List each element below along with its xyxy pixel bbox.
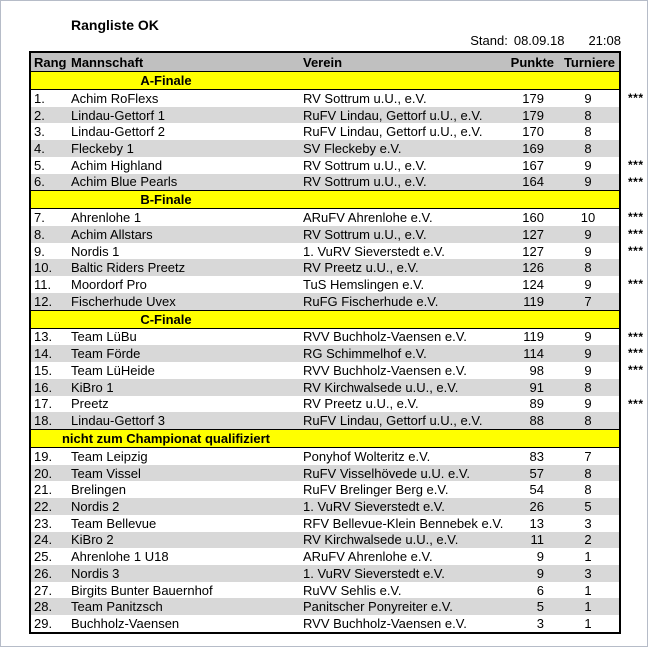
mannschaft-cell: Buchholz-Vaensen: [71, 615, 180, 631]
rang-cell: 13.: [34, 329, 53, 345]
rang-cell: 14.: [34, 346, 53, 362]
mannschaft-cell: Birgits Bunter Bauernhof: [71, 582, 213, 598]
rang-cell: 3.: [34, 124, 45, 140]
punkte-cell: 54: [529, 482, 544, 498]
verein-cell: RV Sottrum u.U., e.V.: [303, 157, 427, 173]
column-header-rang: Rang: [34, 54, 67, 70]
mannschaft-cell: Nordis 2: [71, 498, 120, 514]
mannschaft-cell: Lindau-Gettorf 2: [71, 124, 165, 140]
qualified-star-marker: ***: [628, 227, 644, 242]
page-title: Rangliste OK: [71, 17, 159, 33]
table-row: [31, 140, 619, 157]
mannschaft-cell: KiBro 2: [71, 532, 114, 548]
mannschaft-cell: Lindau-Gettorf 3: [71, 413, 165, 429]
table-row: [31, 582, 619, 599]
stand-label: Stand:: [470, 33, 508, 48]
rang-cell: 19.: [34, 448, 53, 464]
punkte-cell: 88: [529, 413, 544, 429]
verein-cell: RV Preetz u.U., e.V.: [303, 396, 419, 412]
turniere-cell: 9: [584, 90, 592, 106]
rang-cell: 12.: [34, 293, 53, 309]
table-header-row: [31, 53, 619, 72]
qualified-star-marker: ***: [628, 277, 644, 292]
verein-cell: RV Kirchwalsede u.U., e.V.: [303, 379, 459, 395]
table-row: [31, 226, 644, 243]
qualified-star-marker: ***: [628, 363, 644, 378]
verein-cell: RV Sottrum u.U., e.V.: [303, 174, 427, 190]
mannschaft-cell: Achim Allstars: [71, 226, 153, 242]
column-header-mannschaft: Mannschaft: [71, 54, 144, 70]
column-header-verein: Verein: [303, 54, 343, 70]
mannschaft-cell: Moordorf Pro: [71, 277, 147, 293]
verein-cell: RVV Buchholz-Vaensen e.V.: [303, 362, 467, 378]
turniere-cell: 9: [584, 396, 592, 412]
mannschaft-cell: Baltic Riders Preetz: [71, 260, 186, 276]
table-row: [31, 498, 619, 515]
punkte-cell: 170: [522, 124, 544, 140]
punkte-cell: 26: [529, 498, 544, 514]
turniere-cell: 9: [584, 226, 592, 242]
turniere-cell: 8: [584, 413, 592, 429]
turniere-cell: 1: [584, 549, 592, 565]
turniere-cell: 9: [584, 243, 592, 259]
verein-cell: RV Sottrum u.U., e.V.: [303, 90, 427, 106]
verein-cell: 1. VuRV Sieverstedt e.V.: [303, 565, 445, 581]
verein-cell: RV Sottrum u.U., e.V.: [303, 226, 427, 242]
punkte-cell: 6: [536, 582, 544, 598]
table-row: [31, 515, 619, 532]
table-row: [31, 276, 644, 293]
qualified-star-marker: ***: [628, 346, 644, 361]
turniere-cell: 1: [584, 615, 592, 631]
table-row: [31, 243, 644, 260]
punkte-cell: 169: [522, 141, 544, 157]
punkte-cell: 127: [522, 243, 544, 259]
mannschaft-cell: Ahrenlohe 1 U18: [71, 549, 169, 565]
mannschaft-cell: Team LüHeide: [71, 362, 155, 378]
turniere-cell: 5: [584, 498, 592, 514]
rang-cell: 23.: [34, 515, 53, 531]
rang-cell: 8.: [34, 226, 45, 242]
column-header-punkte: Punkte: [510, 54, 554, 70]
turniere-cell: 8: [584, 465, 592, 481]
rang-cell: 27.: [34, 582, 53, 598]
verein-cell: ARuFV Ahrenlohe e.V.: [303, 210, 433, 226]
punkte-cell: 114: [523, 346, 544, 362]
punkte-cell: 179: [522, 107, 544, 123]
table-row: [31, 598, 619, 615]
qualified-star-marker: ***: [628, 210, 644, 225]
qualified-star-marker: ***: [628, 329, 644, 344]
punkte-cell: 98: [529, 362, 544, 378]
table-row: [31, 448, 619, 465]
turniere-cell: 8: [584, 124, 592, 140]
verein-cell: RuFV Lindau, Gettorf u.U., e.V.: [303, 413, 483, 429]
mannschaft-cell: Team LüBu: [71, 329, 137, 345]
rang-cell: 2.: [34, 107, 45, 123]
turniere-cell: 3: [584, 565, 592, 581]
rang-cell: 16.: [34, 379, 53, 395]
mannschaft-cell: Team Leipzig: [71, 448, 148, 464]
turniere-cell: 7: [584, 293, 592, 309]
verein-cell: TuS Hemslingen e.V.: [303, 277, 425, 293]
turniere-cell: 9: [584, 329, 592, 345]
punkte-cell: 9: [536, 565, 544, 581]
mannschaft-cell: Achim Highland: [71, 157, 163, 173]
mannschaft-cell: Team Bellevue: [71, 515, 157, 531]
verein-cell: RG Schimmelhof e.V.: [303, 346, 427, 362]
verein-cell: ARuFV Ahrenlohe e.V.: [303, 549, 433, 565]
verein-cell: RuFV Lindau, Gettorf u.U., e.V.: [303, 107, 483, 123]
stand-time: 21:08: [588, 33, 621, 48]
punkte-cell: 11: [530, 532, 544, 548]
turniere-cell: 9: [584, 362, 592, 378]
section-label: B-Finale: [140, 192, 192, 208]
turniere-cell: 1: [584, 599, 592, 615]
table-row: [31, 615, 619, 632]
table-row: [31, 329, 644, 346]
verein-cell: Ponyhof Wolteritz e.V.: [303, 448, 431, 464]
rang-cell: 24.: [34, 532, 53, 548]
section-header-row: [31, 310, 619, 329]
rang-cell: 21.: [34, 482, 53, 498]
turniere-cell: 9: [584, 174, 592, 190]
table-row: [31, 209, 644, 226]
table-row: [31, 548, 619, 565]
verein-cell: SV Fleckeby e.V.: [303, 141, 402, 157]
qualified-star-marker: ***: [628, 157, 644, 172]
section-label: nicht zum Championat qualifiziert: [61, 430, 270, 446]
punkte-cell: 126: [522, 260, 544, 276]
mannschaft-cell: Fischerhude Uvex: [71, 293, 176, 309]
qualified-star-marker: ***: [628, 91, 644, 105]
rang-cell: 20.: [34, 465, 53, 481]
mannschaft-cell: Fleckeby 1: [71, 141, 134, 157]
turniere-cell: 10: [580, 210, 596, 226]
turniere-cell: 8: [584, 482, 592, 498]
table-row: [31, 465, 619, 482]
mannschaft-cell: Preetz: [71, 396, 109, 412]
mannschaft-cell: Nordis 1: [71, 243, 120, 259]
table-row: [31, 259, 619, 276]
mannschaft-cell: Team Panitzsch: [71, 599, 163, 615]
rang-cell: 18.: [34, 413, 53, 429]
verein-cell: RV Preetz u.U., e.V.: [303, 260, 419, 276]
rang-cell: 11.: [34, 277, 52, 293]
table-row: [31, 107, 619, 124]
table-row: [31, 345, 644, 362]
rang-cell: 9.: [34, 243, 45, 259]
verein-cell: RuFV Lindau, Gettorf u.U., e.V.: [303, 124, 483, 140]
rang-cell: 1.: [34, 90, 45, 106]
table-row: [31, 90, 644, 107]
rang-cell: 5.: [34, 157, 45, 173]
mannschaft-cell: Brelingen: [71, 482, 126, 498]
section-header-row: [31, 190, 619, 209]
table-row: [31, 481, 619, 498]
punkte-cell: 119: [523, 293, 544, 309]
verein-cell: RuFV Brelinger Berg e.V.: [303, 482, 449, 498]
rang-cell: 28.: [34, 599, 53, 615]
rang-cell: 6.: [34, 174, 45, 190]
punkte-cell: 89: [529, 396, 544, 412]
punkte-cell: 9: [536, 549, 544, 565]
turniere-cell: 1: [584, 582, 592, 598]
punkte-cell: 3: [536, 615, 544, 631]
table-row: [31, 412, 619, 429]
rang-cell: 4.: [34, 141, 45, 157]
ranking-table: [29, 51, 644, 634]
table-row: [31, 174, 644, 191]
section-label: A-Finale: [140, 73, 192, 88]
punkte-cell: 160: [522, 210, 544, 226]
verein-cell: RV Kirchwalsede u.U., e.V.: [303, 532, 459, 548]
mannschaft-cell: Achim Blue Pearls: [71, 174, 178, 190]
turniere-cell: 8: [584, 260, 592, 276]
turniere-cell: 8: [584, 379, 592, 395]
punkte-cell: 127: [522, 226, 544, 242]
punkte-cell: 91: [529, 379, 544, 395]
column-header-turniere: Turniere: [563, 54, 615, 70]
table-row: [31, 532, 619, 549]
table-row: [31, 157, 644, 174]
mannschaft-cell: Nordis 3: [71, 565, 120, 581]
mannschaft-cell: Team Vissel: [71, 465, 141, 481]
verein-cell: RuFG Fischerhude e.V.: [303, 293, 439, 309]
rang-cell: 17.: [34, 396, 53, 412]
stand-line: [29, 33, 621, 48]
rang-cell: 22.: [34, 498, 53, 514]
verein-cell: 1. VuRV Sieverstedt e.V.: [303, 498, 445, 514]
verein-cell: 1. VuRV Sieverstedt e.V.: [303, 243, 445, 259]
mannschaft-cell: KiBro 1: [71, 379, 114, 395]
mannschaft-cell: Team Förde: [71, 346, 141, 362]
turniere-cell: 8: [584, 107, 592, 123]
rang-cell: 26.: [34, 565, 53, 581]
punkte-cell: 57: [529, 465, 544, 481]
section-label: C-Finale: [140, 311, 192, 327]
table-row: [31, 565, 619, 582]
verein-cell: RVV Buchholz-Vaensen e.V.: [303, 329, 467, 345]
punkte-cell: 167: [522, 157, 544, 173]
rang-cell: 25.: [34, 549, 53, 565]
table-row: [31, 123, 619, 140]
turniere-cell: 9: [584, 277, 592, 293]
turniere-cell: 9: [584, 157, 592, 173]
table-row: [31, 362, 644, 379]
rang-cell: 7.: [34, 210, 45, 226]
punkte-cell: 179: [522, 90, 544, 106]
stand-date: 08.09.18: [513, 33, 565, 48]
turniere-cell: 7: [584, 448, 592, 464]
section-header-row: [31, 429, 619, 448]
mannschaft-cell: Ahrenlohe 1: [71, 210, 142, 226]
rang-cell: 10.: [34, 260, 53, 276]
rang-cell: 29.: [34, 615, 53, 631]
punkte-cell: 164: [522, 174, 544, 190]
verein-cell: Panitscher Ponyreiter e.V.: [303, 599, 453, 615]
punkte-cell: 119: [523, 329, 544, 345]
verein-cell: RFV Bellevue-Klein Bennebek e.V.: [303, 515, 504, 531]
punkte-cell: 5: [536, 599, 544, 615]
verein-cell: RVV Buchholz-Vaensen e.V.: [303, 615, 467, 631]
punkte-cell: 13: [529, 515, 544, 531]
table-row: [31, 293, 619, 310]
punkte-cell: 124: [522, 277, 544, 293]
qualified-star-marker: ***: [628, 174, 644, 189]
mannschaft-cell: Lindau-Gettorf 1: [71, 107, 165, 123]
qualified-star-marker: ***: [628, 243, 644, 258]
turniere-cell: 3: [584, 515, 592, 531]
table-row: [31, 396, 644, 413]
verein-cell: RuVV Sehlis e.V.: [303, 582, 402, 598]
section-header-row: [31, 72, 619, 90]
table-row: [31, 379, 619, 396]
rang-cell: 15.: [34, 362, 53, 378]
qualified-star-marker: ***: [628, 396, 644, 411]
turniere-cell: 2: [584, 532, 592, 548]
verein-cell: RuFV Visselhövede u.U. e.V.: [303, 465, 470, 481]
mannschaft-cell: Achim RoFlexs: [71, 90, 159, 106]
punkte-cell: 83: [529, 448, 544, 464]
turniere-cell: 9: [584, 346, 592, 362]
turniere-cell: 8: [584, 141, 592, 157]
